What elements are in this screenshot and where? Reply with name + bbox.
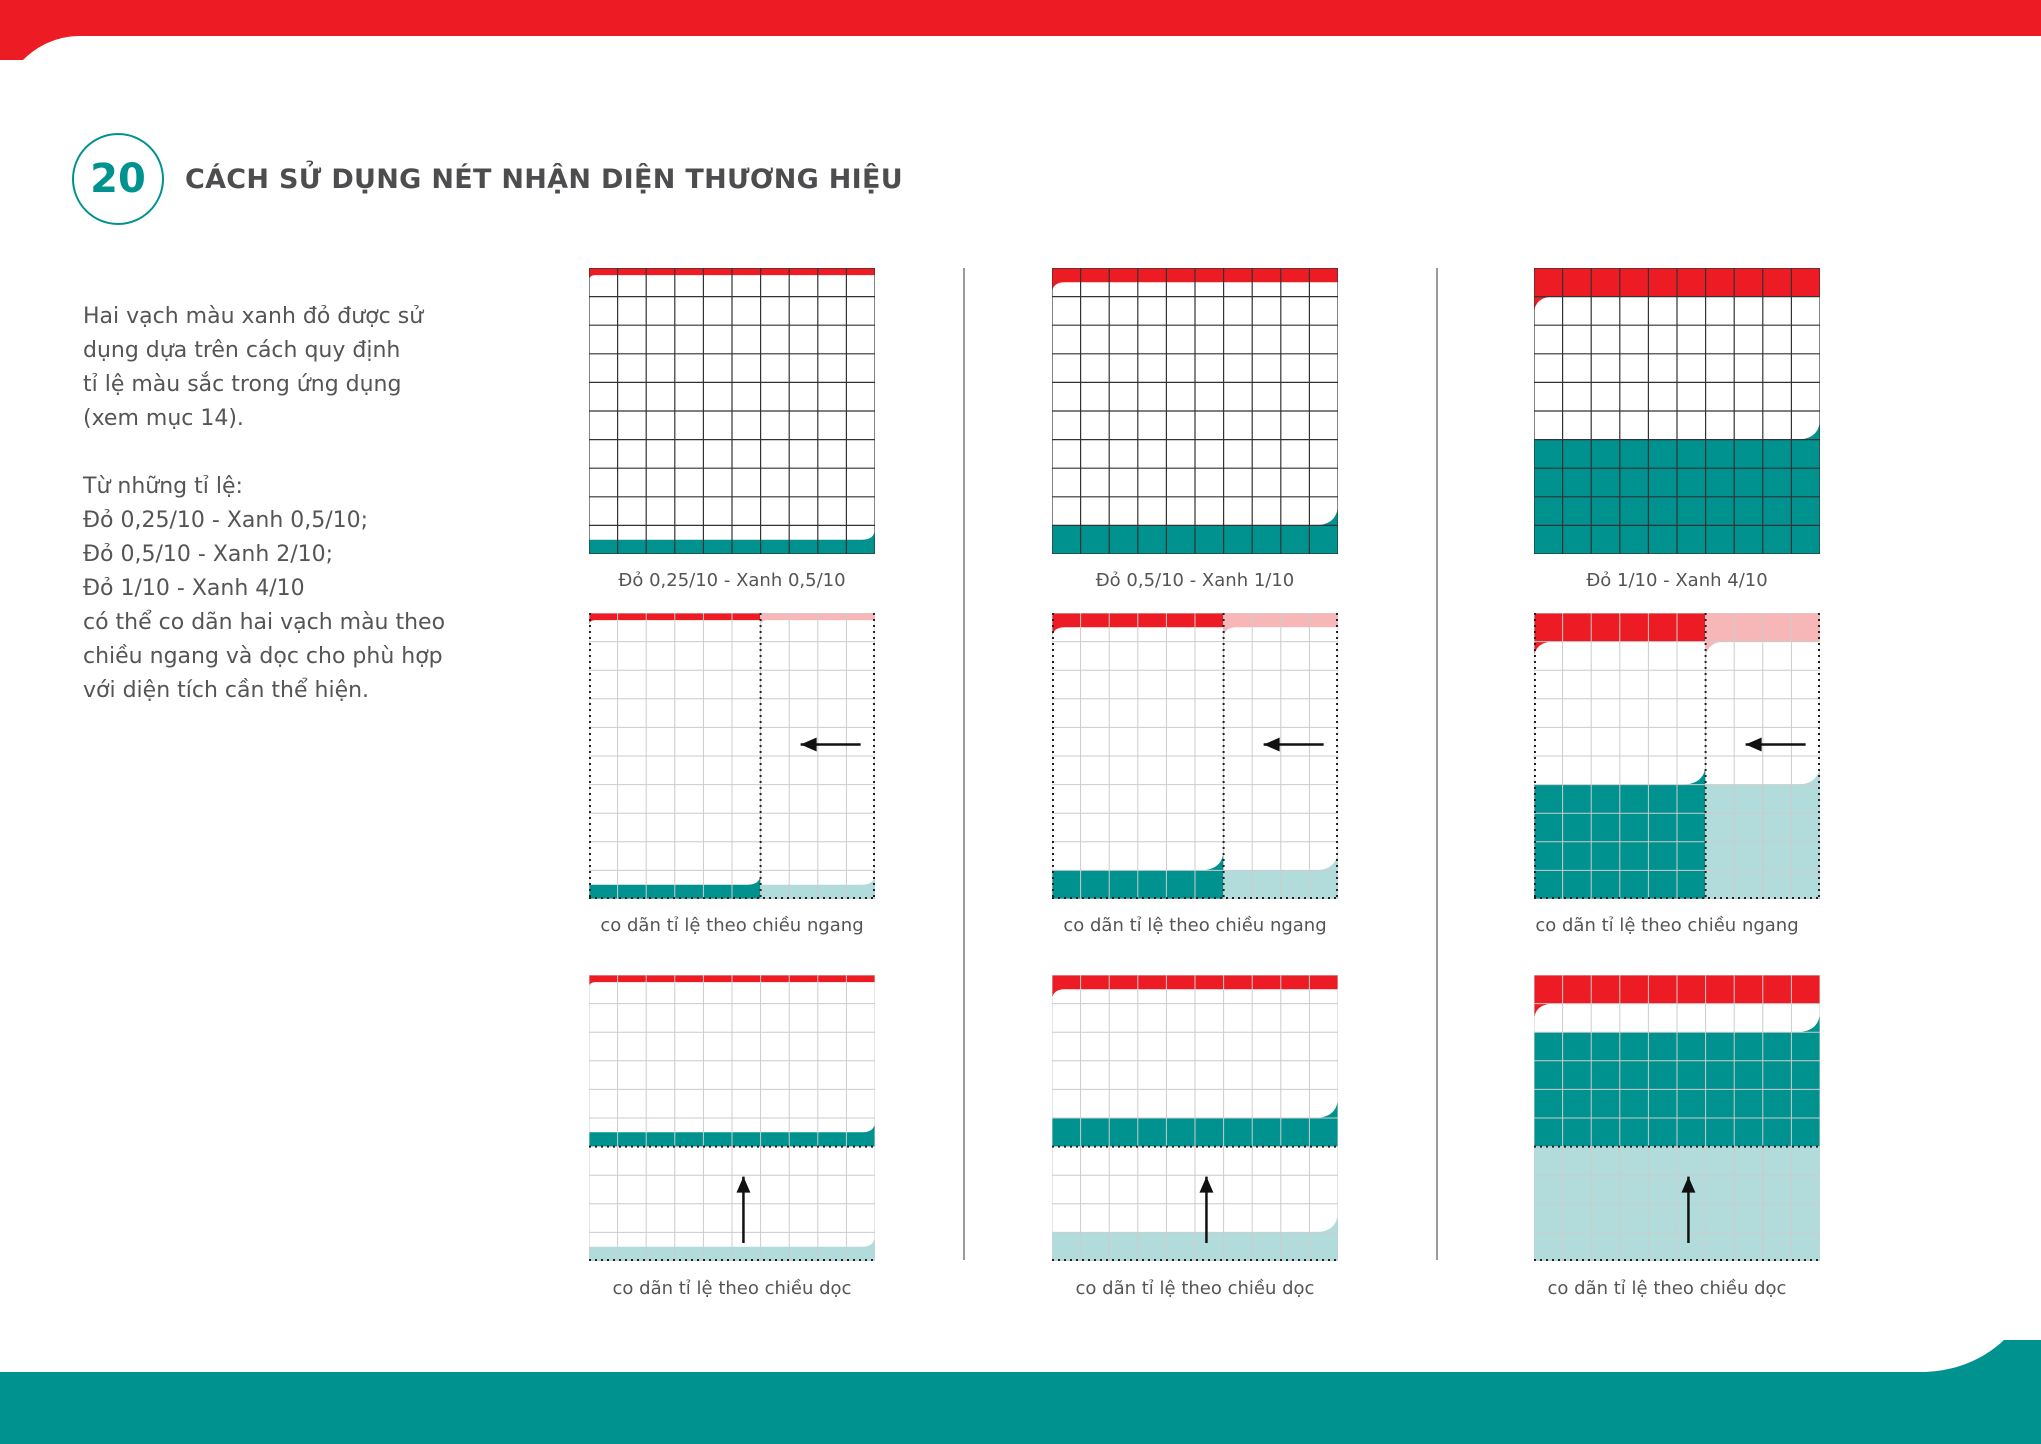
horizontal-scaling-diagram <box>1534 613 1820 899</box>
intro-line: Đỏ 0,25/10 - Xanh 0,5/10; <box>83 508 369 533</box>
horizontal-scaling-diagram <box>1052 613 1338 899</box>
diagram-caption: co dãn tỉ lệ theo chiều dọc <box>612 1278 852 1299</box>
diagram-caption: co dãn tỉ lệ theo chiều ngang <box>1535 915 1799 936</box>
page-title: CÁCH SỬ DỤNG NÉT NHẬN DIỆN THƯƠNG HIỆU <box>185 164 903 195</box>
diagram-caption: co dãn tỉ lệ theo chiều dọc <box>1547 1278 1787 1299</box>
vertical-scaling-diagram <box>589 975 875 1261</box>
intro-text <box>83 300 483 708</box>
ratio-grid-diagram <box>1534 268 1820 554</box>
intro-line: Đỏ 0,5/10 - Xanh 2/10; <box>83 542 334 567</box>
diagram-caption: co dãn tỉ lệ theo chiều dọc <box>1075 1278 1315 1299</box>
column-divider <box>963 268 965 1260</box>
horizontal-scaling-diagram <box>589 613 875 899</box>
intro-line: Đỏ 1/10 - Xanh 4/10 <box>83 576 305 601</box>
diagram-caption: Đỏ 0,5/10 - Xanh 1/10 <box>1095 570 1295 591</box>
page-number-badge <box>72 133 164 225</box>
intro-line: Từ những tỉ lệ: <box>83 474 243 499</box>
intro-line: dụng dựa trên cách quy định <box>83 338 401 363</box>
ratio-grid-diagram <box>1052 268 1338 554</box>
diagram-caption: Đỏ 0,25/10 - Xanh 0,5/10 <box>618 570 846 591</box>
intro-line: (xem mục 14). <box>83 406 244 431</box>
intro-line: chiều ngang và dọc cho phù hợp <box>83 644 443 669</box>
vertical-scaling-diagram <box>1052 975 1338 1261</box>
diagram-caption: Đỏ 1/10 - Xanh 4/10 <box>1586 570 1768 591</box>
intro-line: với diện tích cần thể hiện. <box>83 678 370 703</box>
column-divider <box>1436 268 1438 1260</box>
intro-line: có thể co dãn hai vạch màu theo <box>83 610 446 635</box>
diagram-caption: co dãn tỉ lệ theo chiều ngang <box>1063 915 1327 936</box>
intro-line: tỉ lệ màu sắc trong ứng dụng <box>83 372 402 397</box>
vertical-scaling-diagram <box>1534 975 1820 1261</box>
intro-line: Hai vạch màu xanh đỏ được sử <box>83 304 424 329</box>
diagram-caption: co dãn tỉ lệ theo chiều ngang <box>600 915 864 936</box>
ratio-grid-diagram <box>589 268 875 554</box>
page-number: 20 <box>90 156 146 202</box>
